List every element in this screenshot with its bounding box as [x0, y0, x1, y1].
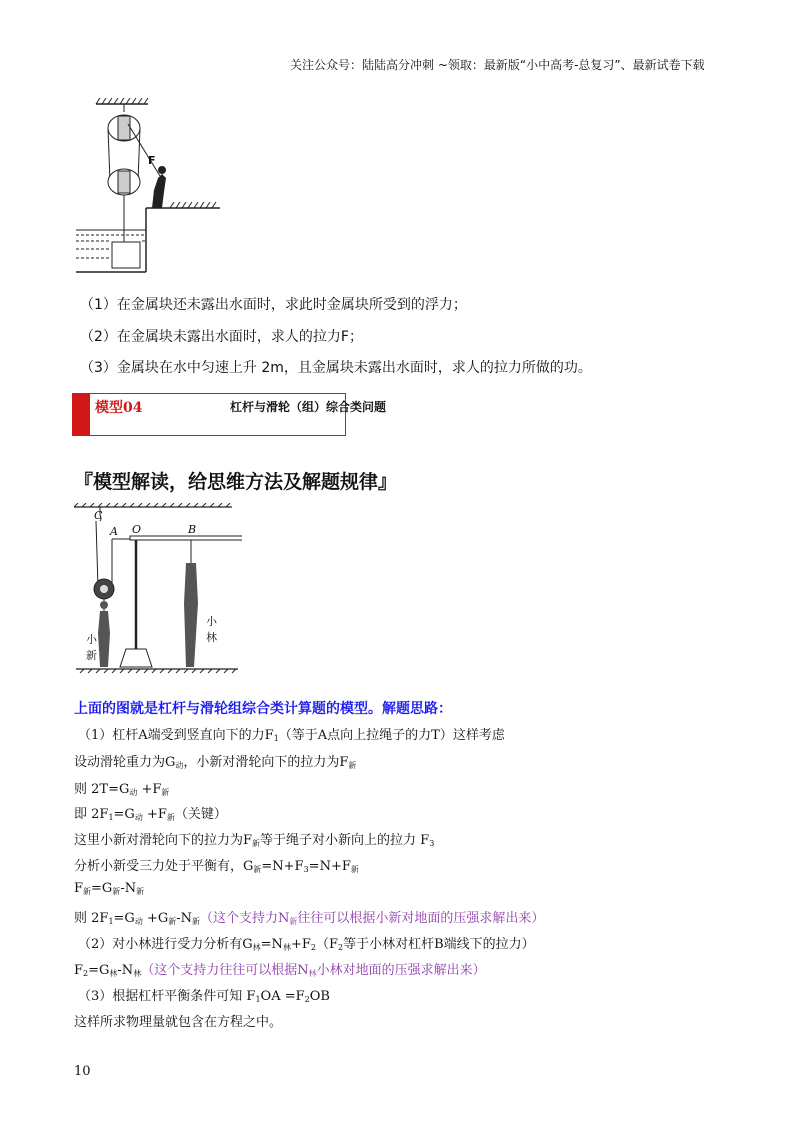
step-line-9: （2）对小林进行受力分析有$G_林=N_林+F_2(F_2$等于小林对杠杆B端线下的拉力）	[78, 937, 535, 952]
label-xiaolin-1: 小	[206, 615, 217, 628]
step-line-6: 分析小新受三力处于平衡有，$G_新=N+F_3=N+F_新$	[74, 859, 359, 874]
banner-title: 模型04	[95, 400, 143, 416]
step-line-5: 这里小新对滑轮向下的拉力为$F_新$等于绳子对小新向上的拉力 $F_3$	[74, 833, 435, 848]
pulley-water-figure	[74, 96, 224, 276]
step-line-2: 设动滑轮重力为$G_动$，小新对滑轮向下的拉力为$F_新$	[74, 755, 357, 770]
step-line-8: 则 $2F_1=G_动 +G_新-N_新$（这个支持力$N_新$往往可以根据小新对地面的压强求解出来）	[74, 911, 545, 926]
step-line-1: （1）杠杆A端受到竖直向下的力$F_1$（等于A点向上拉绳子的力T）这样考虑	[78, 728, 505, 743]
label-b: B	[188, 523, 197, 536]
note-support-force-xiaoxin: （这个支持力$N_新$往往可以根据小新对地面的压强求解出来）	[200, 911, 545, 926]
question-2: （2）在金属块未露出水面时，求人的拉力F；	[80, 329, 363, 345]
page-number: 10	[74, 1064, 91, 1079]
step-line-4: 即 $2F_1=G_动 +F_新$（关键）	[74, 807, 227, 822]
label-o: O	[132, 523, 142, 536]
force-label: F	[148, 154, 156, 167]
label-c: C	[94, 509, 103, 522]
label-a: A	[110, 525, 118, 538]
step-line-11: （3）根据杠杆平衡条件可知 $F_1OA =F_2OB$	[78, 989, 330, 1004]
header-note: 关注公众号：陆陆高分冲刺 ~领取：最新版“小中高考-总复习”、最新试卷下载	[290, 58, 705, 72]
label-xiaoxin-2: 新	[86, 649, 97, 662]
step-line-12: 这样所求物理量就包含在方程之中。	[74, 1015, 283, 1030]
step-line-7: $F_新=G_新-N_新$	[74, 881, 145, 896]
banner-accent-bar	[73, 394, 90, 435]
label-xiaolin-2: 林	[206, 631, 217, 644]
model-banner	[72, 393, 387, 436]
step-line-3: 则 $2T=G_动 +F_新$	[74, 782, 170, 797]
question-3: （3）金属块在水中匀速上升 2m，且金属块未露出水面时，求人的拉力所做的功。	[80, 360, 592, 376]
note-support-force-xiaolin: （这个支持力往往可以根据$N_林$小林对地面的压强求解出来）	[141, 963, 486, 978]
lever-pulley-figure	[72, 503, 242, 675]
lead-sentence: 上面的图就是杠杆与滑轮组综合类计算题的模型。解题思路：	[74, 701, 452, 717]
label-xiaoxin-1: 小	[86, 633, 97, 646]
section-heading: 『模型解读，给思维方法及解题规律』	[74, 471, 398, 493]
banner-subtitle: 杠杆与滑轮（组）综合类问题	[230, 400, 387, 414]
step-line-10: $F_2=G_林-N_林$（这个支持力往往可以根据$N_林$小林对地面的压强求解出来）	[74, 963, 486, 978]
question-1: （1）在金属块还未露出水面时，求此时金属块所受到的浮力；	[80, 297, 467, 313]
